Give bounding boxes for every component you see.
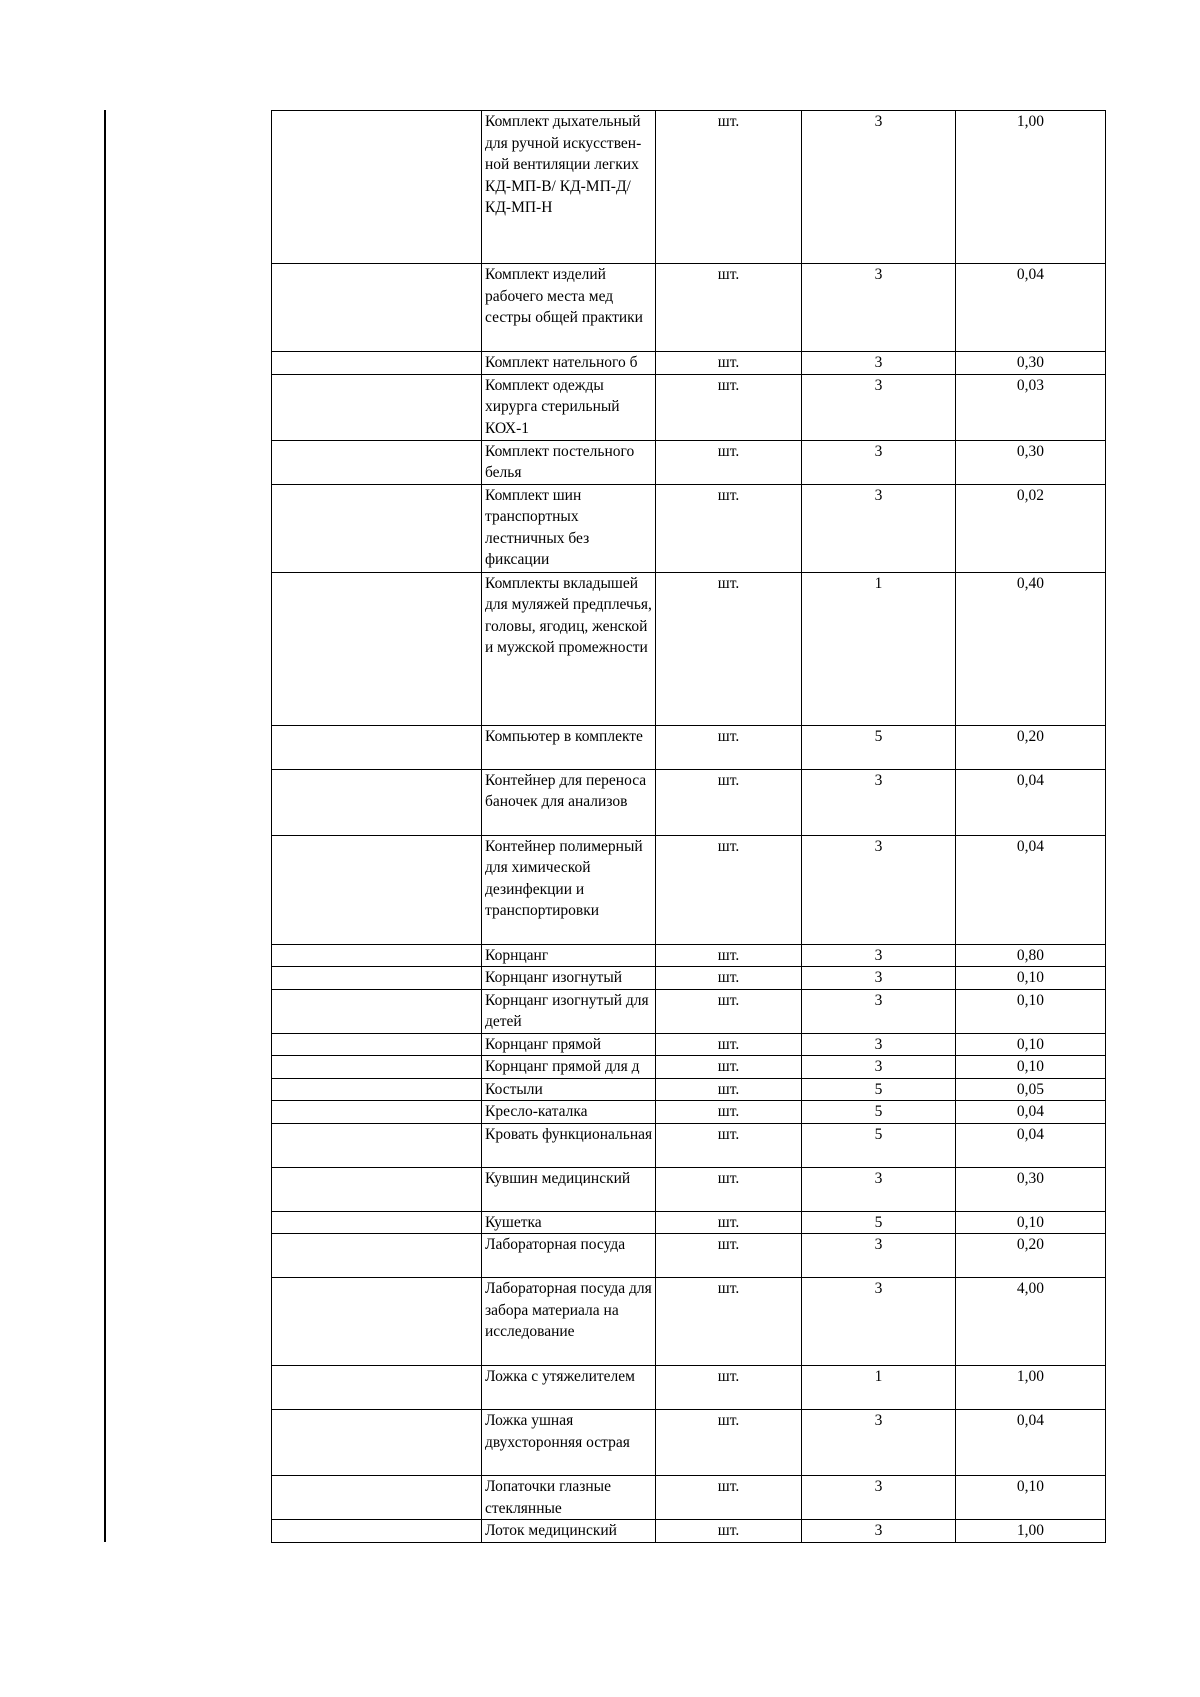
unit-cell: шт. xyxy=(656,835,802,944)
item-name-cell: Кресло-каталка xyxy=(482,1101,656,1124)
unit-cell: шт. xyxy=(656,1278,802,1366)
item-name-cell: Корнцанг прямой для д xyxy=(482,1056,656,1079)
quantity-cell: 3 xyxy=(802,967,956,990)
quantity-cell: 3 xyxy=(802,1410,956,1476)
table-row xyxy=(272,264,1106,352)
value-cell: 0,04 xyxy=(956,1101,1106,1124)
quantity-cell: 3 xyxy=(802,1520,956,1543)
table-row xyxy=(272,944,1106,967)
empty-cell xyxy=(272,835,482,944)
item-name-cell: Комплект нательного б xyxy=(482,352,656,375)
unit-cell: шт. xyxy=(656,111,802,264)
quantity-cell: 3 xyxy=(802,484,956,572)
unit-cell: шт. xyxy=(656,484,802,572)
unit-cell: шт. xyxy=(656,1056,802,1079)
empty-cell xyxy=(272,1056,482,1079)
quantity-cell: 3 xyxy=(802,1278,956,1366)
empty-cell xyxy=(272,1078,482,1101)
unit-cell: шт. xyxy=(656,1410,802,1476)
quantity-cell: 3 xyxy=(802,1234,956,1278)
unit-cell: шт. xyxy=(656,264,802,352)
quantity-cell: 3 xyxy=(802,374,956,440)
table-row xyxy=(272,1167,1106,1211)
table-row xyxy=(272,440,1106,484)
unit-cell: шт. xyxy=(656,989,802,1033)
value-cell: 0,30 xyxy=(956,352,1106,375)
quantity-cell: 3 xyxy=(802,264,956,352)
table-row xyxy=(272,1101,1106,1124)
unit-cell: шт. xyxy=(656,1476,802,1520)
quantity-cell: 3 xyxy=(802,1056,956,1079)
unit-cell: шт. xyxy=(656,725,802,769)
empty-cell xyxy=(272,944,482,967)
item-name-cell: Корнцанг xyxy=(482,944,656,967)
item-name-cell: Корнцанг прямой xyxy=(482,1033,656,1056)
quantity-cell: 5 xyxy=(802,725,956,769)
table-row xyxy=(272,111,1106,264)
item-name-cell: Лоток медицинский xyxy=(482,1520,656,1543)
table-row xyxy=(272,1520,1106,1543)
quantity-cell: 3 xyxy=(802,111,956,264)
empty-cell xyxy=(272,1410,482,1476)
empty-cell xyxy=(272,1123,482,1167)
table-row xyxy=(272,572,1106,725)
table-row xyxy=(272,835,1106,944)
empty-cell xyxy=(272,1278,482,1366)
value-cell: 0,04 xyxy=(956,769,1106,835)
empty-cell xyxy=(272,1520,482,1543)
unit-cell: шт. xyxy=(656,1123,802,1167)
quantity-cell: 5 xyxy=(802,1123,956,1167)
quantity-cell: 3 xyxy=(802,944,956,967)
empty-cell xyxy=(272,1167,482,1211)
unit-cell: шт. xyxy=(656,440,802,484)
empty-cell xyxy=(272,1101,482,1124)
item-name-cell: Лабораторная посуда для забора материала на исследование xyxy=(482,1278,656,1366)
quantity-cell: 5 xyxy=(802,1078,956,1101)
unit-cell: шт. xyxy=(656,1366,802,1410)
value-cell: 1,00 xyxy=(956,1520,1106,1543)
table-row xyxy=(272,352,1106,375)
empty-cell xyxy=(272,1033,482,1056)
empty-cell xyxy=(272,264,482,352)
value-cell: 0,30 xyxy=(956,440,1106,484)
item-name-cell: Контейнер для переноса баночек для анализов xyxy=(482,769,656,835)
table-row xyxy=(272,989,1106,1033)
table-row xyxy=(272,1123,1106,1167)
unit-cell: шт. xyxy=(656,572,802,725)
item-name-cell: Комплект дыхательный для ручной искусствен-ной вентиляции легких КД-МП-В/ КД-МП-Д/ КД-МП-Н xyxy=(482,111,656,264)
value-cell: 0,10 xyxy=(956,1476,1106,1520)
unit-cell: шт. xyxy=(656,1033,802,1056)
item-name-cell: Комплект изделий рабочего места мед сестры общей практики xyxy=(482,264,656,352)
quantity-cell: 1 xyxy=(802,572,956,725)
quantity-cell: 3 xyxy=(802,440,956,484)
item-name-cell: Корнцанг изогнутый xyxy=(482,967,656,990)
item-name-cell: Кушетка xyxy=(482,1211,656,1234)
quantity-cell: 3 xyxy=(802,835,956,944)
unit-cell: шт. xyxy=(656,1211,802,1234)
unit-cell: шт. xyxy=(656,944,802,967)
value-cell: 0,20 xyxy=(956,1234,1106,1278)
item-name-cell: Корнцанг изогнутый для детей xyxy=(482,989,656,1033)
value-cell: 0,04 xyxy=(956,1123,1106,1167)
empty-cell xyxy=(272,1476,482,1520)
item-name-cell: Компьютер в комплекте xyxy=(482,725,656,769)
value-cell: 0,30 xyxy=(956,1167,1106,1211)
empty-cell xyxy=(272,572,482,725)
quantity-cell: 3 xyxy=(802,1476,956,1520)
empty-cell xyxy=(272,989,482,1033)
empty-cell xyxy=(272,374,482,440)
quantity-cell: 3 xyxy=(802,1167,956,1211)
item-name-cell: Ложка ушная двухсторонняя острая xyxy=(482,1410,656,1476)
quantity-cell: 3 xyxy=(802,352,956,375)
value-cell: 1,00 xyxy=(956,111,1106,264)
item-name-cell: Кровать функциональная xyxy=(482,1123,656,1167)
table-row xyxy=(272,769,1106,835)
quantity-cell: 3 xyxy=(802,989,956,1033)
table-row xyxy=(272,484,1106,572)
equipment-table xyxy=(271,110,1106,1543)
item-name-cell: Лабораторная посуда xyxy=(482,1234,656,1278)
table-row xyxy=(272,1211,1106,1234)
item-name-cell: Кувшин медицинский xyxy=(482,1167,656,1211)
table-row xyxy=(272,1476,1106,1520)
unit-cell: шт. xyxy=(656,1101,802,1124)
table-row xyxy=(272,1278,1106,1366)
value-cell: 0,04 xyxy=(956,1410,1106,1476)
left-margin-rule xyxy=(104,110,106,1542)
value-cell: 0,80 xyxy=(956,944,1106,967)
table-row xyxy=(272,1366,1106,1410)
value-cell: 0,04 xyxy=(956,835,1106,944)
quantity-cell: 3 xyxy=(802,769,956,835)
empty-cell xyxy=(272,967,482,990)
unit-cell: шт. xyxy=(656,1520,802,1543)
item-name-cell: Ложка с утяжелителем xyxy=(482,1366,656,1410)
value-cell: 0,04 xyxy=(956,264,1106,352)
value-cell: 0,03 xyxy=(956,374,1106,440)
value-cell: 0,40 xyxy=(956,572,1106,725)
table-row xyxy=(272,1033,1106,1056)
item-name-cell: Комплект одежды хирурга стерильный КОХ-1 xyxy=(482,374,656,440)
empty-cell xyxy=(272,1211,482,1234)
table-row xyxy=(272,1234,1106,1278)
unit-cell: шт. xyxy=(656,1234,802,1278)
table-row xyxy=(272,967,1106,990)
unit-cell: шт. xyxy=(656,967,802,990)
item-name-cell: Костыли xyxy=(482,1078,656,1101)
empty-cell xyxy=(272,352,482,375)
table-row xyxy=(272,374,1106,440)
empty-cell xyxy=(272,440,482,484)
unit-cell: шт. xyxy=(656,1078,802,1101)
item-name-cell: Комплект постельного белья xyxy=(482,440,656,484)
value-cell: 0,10 xyxy=(956,1211,1106,1234)
value-cell: 0,10 xyxy=(956,989,1106,1033)
value-cell: 0,10 xyxy=(956,1056,1106,1079)
quantity-cell: 3 xyxy=(802,1033,956,1056)
item-name-cell: Контейнер полимерный для химической дезинфекции и транспортировки xyxy=(482,835,656,944)
value-cell: 1,00 xyxy=(956,1366,1106,1410)
item-name-cell: Лопаточки глазные стеклянные xyxy=(482,1476,656,1520)
table-row xyxy=(272,1410,1106,1476)
empty-cell xyxy=(272,1234,482,1278)
value-cell: 0,20 xyxy=(956,725,1106,769)
value-cell: 0,05 xyxy=(956,1078,1106,1101)
unit-cell: шт. xyxy=(656,374,802,440)
table-row xyxy=(272,725,1106,769)
item-name-cell: Комплекты вкладышей для муляжей предплечья, головы, ягодиц, женской и мужской промежности xyxy=(482,572,656,725)
empty-cell xyxy=(272,484,482,572)
table-row xyxy=(272,1056,1106,1079)
value-cell: 0,02 xyxy=(956,484,1106,572)
unit-cell: шт. xyxy=(656,352,802,375)
empty-cell xyxy=(272,769,482,835)
empty-cell xyxy=(272,1366,482,1410)
empty-cell xyxy=(272,725,482,769)
value-cell: 4,00 xyxy=(956,1278,1106,1366)
value-cell: 0,10 xyxy=(956,967,1106,990)
table-row xyxy=(272,1078,1106,1101)
unit-cell: шт. xyxy=(656,769,802,835)
quantity-cell: 5 xyxy=(802,1101,956,1124)
item-name-cell: Комплект шин транспортных лестничных без фиксации xyxy=(482,484,656,572)
quantity-cell: 1 xyxy=(802,1366,956,1410)
quantity-cell: 5 xyxy=(802,1211,956,1234)
empty-cell xyxy=(272,111,482,264)
value-cell: 0,10 xyxy=(956,1033,1106,1056)
unit-cell: шт. xyxy=(656,1167,802,1211)
